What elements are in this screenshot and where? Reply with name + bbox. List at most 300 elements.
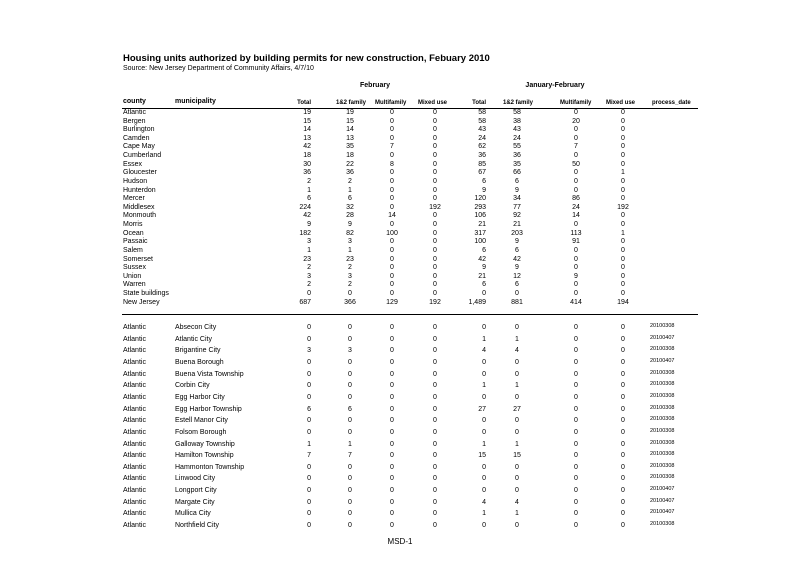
count-cell: 317 xyxy=(474,229,486,237)
municipality-name: Egg Harbor City xyxy=(175,393,225,401)
process-date: 20100407 xyxy=(650,357,675,364)
county-name: Gloucester xyxy=(123,169,157,177)
count-cell: 0 xyxy=(621,417,625,425)
count-cell: 0 xyxy=(390,452,394,460)
county-name: Camden xyxy=(123,134,150,142)
count-cell: 293 xyxy=(474,203,486,211)
process-date: 20100407 xyxy=(650,497,675,504)
process-date: 20100308 xyxy=(650,404,675,411)
county-name: Atlantic xyxy=(123,324,146,331)
count-cell: 0 xyxy=(348,498,352,506)
count-cell: 0 xyxy=(390,382,394,390)
count-cell: 66 xyxy=(513,169,521,177)
count-cell: 0 xyxy=(482,393,486,401)
count-cell: 9 xyxy=(515,186,519,194)
count-cell: 0 xyxy=(433,195,437,203)
count-cell: 0 xyxy=(574,475,578,483)
count-cell: 0 xyxy=(621,152,625,160)
count-cell: 0 xyxy=(621,487,625,495)
count-cell: 1 xyxy=(515,440,519,448)
count-cell: 0 xyxy=(390,475,394,483)
count-cell: 0 xyxy=(433,152,437,160)
count-cell: 0 xyxy=(433,498,437,506)
count-cell: 0 xyxy=(574,324,578,331)
count-cell: 0 xyxy=(621,510,625,518)
count-cell: 77 xyxy=(513,203,521,211)
count-cell: 36 xyxy=(346,169,354,177)
count-cell: 0 xyxy=(433,264,437,272)
count-cell: 0 xyxy=(390,281,394,289)
count-cell: 13 xyxy=(346,134,354,142)
count-cell: 1 xyxy=(307,246,311,254)
count-cell: 0 xyxy=(433,221,437,229)
count-cell: 32 xyxy=(346,203,354,211)
total-cell: 1,489 xyxy=(468,298,486,306)
count-cell: 0 xyxy=(574,370,578,378)
count-cell: 0 xyxy=(574,134,578,142)
count-cell: 1 xyxy=(348,246,352,254)
count-cell: 0 xyxy=(307,510,311,518)
count-cell: 0 xyxy=(433,324,437,331)
count-cell: 0 xyxy=(433,238,437,246)
count-cell: 0 xyxy=(621,212,625,220)
count-cell: 27 xyxy=(478,405,486,413)
count-cell: 0 xyxy=(574,246,578,254)
county-name: Atlantic xyxy=(123,393,146,401)
count-cell: 0 xyxy=(621,428,625,436)
count-cell: 1 xyxy=(307,186,311,194)
count-cell: 2 xyxy=(307,177,311,185)
count-cell: 0 xyxy=(621,281,625,289)
count-cell: 14 xyxy=(572,212,580,220)
count-cell: 38 xyxy=(513,117,521,125)
process-date: 20100308 xyxy=(650,369,675,376)
count-cell: 0 xyxy=(515,417,519,425)
count-cell: 0 xyxy=(621,522,625,530)
count-cell: 27 xyxy=(513,405,521,413)
total-cell: 881 xyxy=(511,298,523,306)
count-cell: 0 xyxy=(433,393,437,401)
count-cell: 0 xyxy=(348,522,352,530)
count-cell: 7 xyxy=(348,452,352,460)
count-cell: 0 xyxy=(348,393,352,401)
count-cell: 0 xyxy=(515,428,519,436)
count-cell: 0 xyxy=(433,335,437,343)
municipality-name: Egg Harbor Township xyxy=(175,405,242,413)
process-date: 20100308 xyxy=(650,381,675,388)
count-cell: 0 xyxy=(482,487,486,495)
count-cell: 0 xyxy=(621,264,625,272)
count-cell: 0 xyxy=(307,358,311,366)
count-cell: 21 xyxy=(478,221,486,229)
count-cell: 0 xyxy=(621,463,625,471)
count-cell: 13 xyxy=(303,134,311,142)
county-name: Ocean xyxy=(123,229,144,237)
count-cell: 1 xyxy=(348,440,352,448)
ytd-mixed-use-header: Mixed use xyxy=(606,100,636,106)
count-cell: 113 xyxy=(570,229,582,237)
count-cell: 0 xyxy=(515,463,519,471)
count-cell: 7 xyxy=(574,143,578,151)
count-cell: 67 xyxy=(478,169,486,177)
count-cell: 0 xyxy=(621,358,625,366)
count-cell: 0 xyxy=(621,126,625,134)
count-cell: 0 xyxy=(307,324,311,331)
count-cell: 0 xyxy=(621,117,625,125)
count-cell: 0 xyxy=(307,417,311,425)
count-cell: 0 xyxy=(348,510,352,518)
county-name: Atlantic xyxy=(123,452,146,460)
source-note: Source: New Jersey Department of Community Affairs, 4/7/10 xyxy=(123,65,314,72)
count-cell: 50 xyxy=(572,160,580,168)
municipality-name: Corbin City xyxy=(175,382,210,390)
count-cell: 14 xyxy=(346,126,354,134)
count-cell: 0 xyxy=(574,428,578,436)
count-cell: 0 xyxy=(621,498,625,506)
count-cell: 0 xyxy=(348,370,352,378)
count-cell: 6 xyxy=(307,195,311,203)
group-header-january-february: January-February xyxy=(525,82,585,89)
county-name: Warren xyxy=(123,281,146,289)
count-cell: 0 xyxy=(390,358,394,366)
county-name: Atlantic xyxy=(123,405,146,413)
count-cell: 0 xyxy=(433,160,437,168)
process-date: 20100407 xyxy=(650,334,675,341)
count-cell: 0 xyxy=(390,152,394,160)
county-name: Monmouth xyxy=(123,212,157,220)
count-cell: 86 xyxy=(572,195,580,203)
count-cell: 0 xyxy=(433,475,437,483)
count-cell: 0 xyxy=(574,177,578,185)
count-cell: 203 xyxy=(511,229,523,237)
count-cell: 0 xyxy=(574,463,578,471)
count-cell: 2 xyxy=(307,264,311,272)
count-cell: 0 xyxy=(574,290,578,298)
count-cell: 0 xyxy=(390,335,394,343)
count-cell: 100 xyxy=(474,238,486,246)
count-cell: 0 xyxy=(482,417,486,425)
count-cell: 3 xyxy=(348,272,352,280)
count-cell: 0 xyxy=(574,487,578,495)
county-name: Burlington xyxy=(123,126,155,134)
count-cell: 7 xyxy=(307,452,311,460)
count-cell: 62 xyxy=(478,143,486,151)
total-rule xyxy=(122,314,698,315)
count-cell: 0 xyxy=(433,186,437,194)
count-cell: 0 xyxy=(390,393,394,401)
count-cell: 0 xyxy=(307,370,311,378)
county-name: Passaic xyxy=(123,238,148,246)
count-cell: 0 xyxy=(433,440,437,448)
count-cell: 0 xyxy=(433,126,437,134)
count-cell: 0 xyxy=(574,510,578,518)
county-name: Somerset xyxy=(123,255,153,263)
count-cell: 9 xyxy=(482,186,486,194)
count-cell: 0 xyxy=(482,358,486,366)
count-cell: 0 xyxy=(482,370,486,378)
count-cell: 0 xyxy=(621,109,625,116)
count-cell: 0 xyxy=(390,370,394,378)
count-cell: 0 xyxy=(574,498,578,506)
count-cell: 0 xyxy=(433,370,437,378)
process-date: 20100407 xyxy=(650,509,675,516)
count-cell: 0 xyxy=(390,255,394,263)
count-cell: 0 xyxy=(433,272,437,280)
count-cell: 0 xyxy=(621,160,625,168)
count-cell: 0 xyxy=(390,347,394,355)
municipality-name: Buena Vista Township xyxy=(175,370,244,378)
municipality-name: Longport City xyxy=(175,487,217,495)
count-cell: 18 xyxy=(303,152,311,160)
count-cell: 0 xyxy=(348,475,352,483)
count-cell: 9 xyxy=(574,272,578,280)
count-cell: 4 xyxy=(515,347,519,355)
county-name: Atlantic xyxy=(123,370,146,378)
county-name: Cumberland xyxy=(123,152,162,160)
count-cell: 0 xyxy=(515,393,519,401)
count-cell: 0 xyxy=(433,177,437,185)
count-cell: 0 xyxy=(433,522,437,530)
count-cell: 192 xyxy=(617,203,629,211)
count-cell: 1 xyxy=(515,382,519,390)
count-cell: 15 xyxy=(513,452,521,460)
count-cell: 6 xyxy=(515,177,519,185)
count-cell: 0 xyxy=(307,522,311,530)
page-footer: MSD-1 xyxy=(387,537,413,546)
total-cell: 129 xyxy=(386,298,398,306)
municipality-name: Absecon City xyxy=(175,324,217,331)
count-cell: 0 xyxy=(482,324,486,331)
count-cell: 0 xyxy=(574,393,578,401)
process-date: 20100308 xyxy=(650,521,675,528)
count-cell: 0 xyxy=(482,522,486,530)
county-name: Atlantic xyxy=(123,109,146,116)
process-date: 20100308 xyxy=(650,392,675,399)
count-cell: 0 xyxy=(307,475,311,483)
feb-total-header: Total xyxy=(297,100,311,106)
county-name: Atlantic xyxy=(123,428,146,436)
count-cell: 0 xyxy=(390,405,394,413)
count-cell: 192 xyxy=(429,203,441,211)
count-cell: 182 xyxy=(299,229,311,237)
count-cell: 0 xyxy=(574,152,578,160)
count-cell: 0 xyxy=(348,428,352,436)
count-cell: 58 xyxy=(478,109,486,116)
count-cell: 0 xyxy=(621,393,625,401)
count-cell: 36 xyxy=(478,152,486,160)
count-cell: 0 xyxy=(390,487,394,495)
count-cell: 0 xyxy=(621,452,625,460)
count-cell: 0 xyxy=(433,417,437,425)
count-cell: 0 xyxy=(390,510,394,518)
count-cell: 42 xyxy=(513,255,521,263)
total-cell: 414 xyxy=(570,298,582,306)
county-header: county xyxy=(123,98,146,105)
count-cell: 12 xyxy=(513,272,521,280)
count-cell: 0 xyxy=(307,498,311,506)
count-cell: 0 xyxy=(390,522,394,530)
county-name: Mercer xyxy=(123,195,145,203)
count-cell: 0 xyxy=(621,143,625,151)
count-cell: 8 xyxy=(390,160,394,168)
count-cell: 91 xyxy=(572,238,580,246)
count-cell: 0 xyxy=(390,169,394,177)
count-cell: 21 xyxy=(478,272,486,280)
municipality-name: Folsom Borough xyxy=(175,428,227,436)
count-cell: 24 xyxy=(478,134,486,142)
count-cell: 1 xyxy=(482,382,486,390)
count-cell: 0 xyxy=(433,452,437,460)
count-cell: 0 xyxy=(433,405,437,413)
count-cell: 0 xyxy=(574,358,578,366)
count-cell: 0 xyxy=(390,264,394,272)
count-cell: 0 xyxy=(433,428,437,436)
feb-1-2-family-header: 1&2 family xyxy=(336,100,367,106)
municipality-name: Brigantine City xyxy=(175,347,221,355)
count-cell: 2 xyxy=(348,281,352,289)
count-cell: 0 xyxy=(390,186,394,194)
count-cell: 0 xyxy=(621,195,625,203)
county-name: Union xyxy=(123,272,142,280)
county-name: Hunterdon xyxy=(123,186,156,194)
count-cell: 3 xyxy=(307,272,311,280)
count-cell: 3 xyxy=(348,238,352,246)
count-cell: 6 xyxy=(348,405,352,413)
total-cell: 687 xyxy=(299,298,311,306)
count-cell: 0 xyxy=(348,335,352,343)
count-cell: 0 xyxy=(433,117,437,125)
count-cell: 0 xyxy=(307,428,311,436)
total-cell: 192 xyxy=(429,298,441,306)
count-cell: 224 xyxy=(299,203,311,211)
count-cell: 0 xyxy=(433,109,437,116)
municipality-name: Estell Manor City xyxy=(175,417,228,425)
count-cell: 0 xyxy=(348,417,352,425)
count-cell: 0 xyxy=(515,370,519,378)
municipality-name: Margate City xyxy=(175,498,215,506)
county-name: Atlantic xyxy=(123,510,146,518)
county-name: Hudson xyxy=(123,177,148,185)
count-cell: 0 xyxy=(307,382,311,390)
count-cell: 0 xyxy=(390,498,394,506)
count-cell: 3 xyxy=(307,347,311,355)
count-cell: 14 xyxy=(303,126,311,134)
count-cell: 23 xyxy=(303,255,311,263)
count-cell: 0 xyxy=(621,238,625,246)
count-cell: 9 xyxy=(482,264,486,272)
count-cell: 35 xyxy=(346,143,354,151)
count-cell: 0 xyxy=(574,126,578,134)
count-cell: 0 xyxy=(621,255,625,263)
count-cell: 43 xyxy=(513,126,521,134)
process-date: 20100308 xyxy=(650,451,675,458)
count-cell: 1 xyxy=(482,335,486,343)
count-cell: 0 xyxy=(433,255,437,263)
count-cell: 0 xyxy=(621,347,625,355)
count-cell: 0 xyxy=(433,169,437,177)
count-cell: 1 xyxy=(482,510,486,518)
count-cell: 0 xyxy=(621,177,625,185)
count-cell: 0 xyxy=(390,417,394,425)
count-cell: 19 xyxy=(303,109,311,116)
count-cell: 0 xyxy=(621,134,625,142)
count-cell: 1 xyxy=(482,440,486,448)
process-date: 20100308 xyxy=(650,323,675,329)
count-cell: 58 xyxy=(478,117,486,125)
count-cell: 0 xyxy=(390,290,394,298)
count-cell: 1 xyxy=(515,335,519,343)
municipality-header: municipality xyxy=(175,98,216,105)
count-cell: 1 xyxy=(621,169,625,177)
county-name: Atlantic xyxy=(123,335,146,343)
count-cell: 2 xyxy=(348,177,352,185)
municipality-name: Hamilton Township xyxy=(175,452,234,460)
count-cell: 15 xyxy=(303,117,311,125)
count-cell: 0 xyxy=(574,405,578,413)
county-name: Cape May xyxy=(123,143,155,151)
count-cell: 0 xyxy=(390,463,394,471)
county-name: Atlantic xyxy=(123,475,146,483)
count-cell: 0 xyxy=(348,382,352,390)
count-cell: 0 xyxy=(515,475,519,483)
count-cell: 0 xyxy=(433,281,437,289)
count-cell: 6 xyxy=(348,195,352,203)
county-name: Atlantic xyxy=(123,382,146,390)
count-cell: 1 xyxy=(348,186,352,194)
municipality-name: Linwood City xyxy=(175,475,216,483)
count-cell: 0 xyxy=(390,195,394,203)
count-cell: 0 xyxy=(390,440,394,448)
municipality-name: Hammonton Township xyxy=(175,463,245,471)
count-cell: 19 xyxy=(346,109,354,116)
county-name: Bergen xyxy=(123,117,146,125)
count-cell: 34 xyxy=(513,195,521,203)
count-cell: 0 xyxy=(574,169,578,177)
count-cell: 0 xyxy=(621,324,625,331)
count-cell: 42 xyxy=(478,255,486,263)
count-cell: 0 xyxy=(433,134,437,142)
municipality-name: Galloway Township xyxy=(175,440,235,448)
count-cell: 0 xyxy=(482,475,486,483)
process-date-header: process_date xyxy=(652,100,691,106)
count-cell: 0 xyxy=(621,405,625,413)
ytd-total-header: Total xyxy=(472,100,486,106)
total-cell: 194 xyxy=(617,298,629,306)
count-cell: 6 xyxy=(515,281,519,289)
count-cell: 2 xyxy=(348,264,352,272)
count-cell: 28 xyxy=(346,212,354,220)
ytd-multifamily-header: Multifamily xyxy=(560,100,592,106)
count-cell: 0 xyxy=(307,487,311,495)
count-cell: 0 xyxy=(621,221,625,229)
count-cell: 0 xyxy=(433,246,437,254)
count-cell: 6 xyxy=(482,246,486,254)
county-name: Atlantic xyxy=(123,358,146,366)
column-header-row xyxy=(0,98,800,108)
count-cell: 0 xyxy=(574,264,578,272)
count-cell: 42 xyxy=(303,212,311,220)
count-cell: 0 xyxy=(433,212,437,220)
count-cell: 9 xyxy=(348,221,352,229)
count-cell: 0 xyxy=(348,324,352,331)
count-cell: 0 xyxy=(574,382,578,390)
count-cell: 0 xyxy=(307,393,311,401)
count-cell: 0 xyxy=(390,203,394,211)
count-cell: 0 xyxy=(307,463,311,471)
municipality-name: Mullica City xyxy=(175,510,211,518)
process-date: 20100308 xyxy=(650,439,675,446)
count-cell: 14 xyxy=(388,212,396,220)
